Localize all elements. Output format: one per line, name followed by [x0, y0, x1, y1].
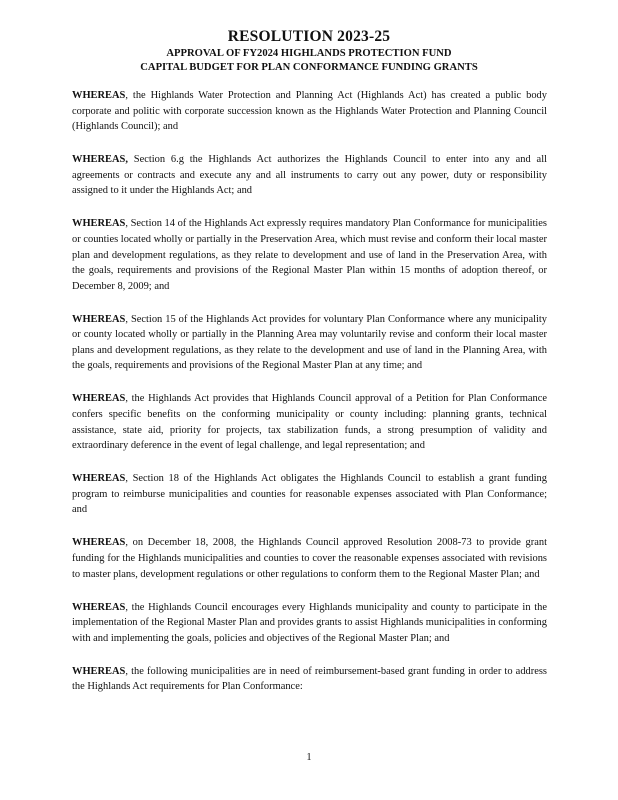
page-number: 1 [306, 752, 312, 763]
whereas-paragraph-8 [72, 600, 547, 647]
paragraph-text: , on December 18, 2008, the Highlands Council approved Resolution 2008-73 to provide grant funding for the Highlands municipalities and counties to cover the reasonable expenses associated with revisions to master plans, development regulations or other regulations to conform them to the Regional Master Plan; and [72, 537, 547, 580]
whereas-keyword: WHEREAS [72, 601, 126, 613]
whereas-keyword: WHEREAS [72, 473, 126, 485]
whereas-keyword: WHEREAS, [72, 154, 128, 166]
whereas-paragraph-7 [72, 535, 547, 582]
paragraph-text: , the following municipalities are in need of reimbursement-based grant funding in order to address the Highlands Act requirements for Plan Conformance: [72, 665, 547, 693]
resolution-body [72, 88, 547, 712]
paragraph-text: , the Highlands Water Protection and Planning Act (Highlands Act) has created a public body corporate and politic with corporate succession known as the Highlands Water Protection and Planning Council (Highlands Council); and [72, 90, 547, 133]
whereas-paragraph-6 [72, 471, 547, 518]
whereas-paragraph-1 [72, 88, 547, 135]
whereas-keyword: WHEREAS [72, 537, 126, 549]
paragraph-text: , Section 15 of the Highlands Act provides for voluntary Plan Conformance where any municipality or county located wholly or partially in the Planning Area may voluntarily revise and conform their local master plans and development regulations, as they relate to the development and use of land in the Planning Area, with the goals, requirements and provisions of the Regional Master Plan at any time; and [72, 313, 547, 372]
whereas-paragraph-4 [72, 312, 547, 374]
whereas-paragraph-9 [72, 664, 547, 695]
whereas-keyword: WHEREAS [72, 218, 126, 230]
resolution-subtitle-line-1: APPROVAL OF FY2024 HIGHLANDS PROTECTION FUND [166, 48, 452, 59]
whereas-keyword: WHEREAS [72, 90, 126, 101]
whereas-paragraph-5 [72, 391, 547, 453]
paragraph-text: , Section 18 of the Highlands Act obligates the Highlands Council to establish a grant funding program to reimburse municipalities and counties for reasonable expenses associated with Plan Conformance; and [72, 473, 547, 516]
whereas-paragraph-3 [72, 216, 547, 294]
paragraph-text: , Section 14 of the Highlands Act expressly requires mandatory Plan Conformance for municipalities or counties located wholly or partially in the Preservation Area, which must revise and conform their local master plan and development regulations, as they relate to development and use of land in the Preservation Area, with the goals, requirements and provisions of the Regional Master Plan within 15 months of adoption thereof, or December 8, 2009; and [72, 218, 547, 292]
resolution-title: RESOLUTION 2023-25 [227, 28, 391, 45]
paragraph-text: , the Highlands Act provides that Highlands Council approval of a Petition for Plan Conformance confers specific benefits on the conforming municipality or county including: planning grants, technical assistance, state aid, priority for projects, tax stabilization funds, a strong presumption of validity and extraordinary deference in the event of legal challenge, and legal representation; and [72, 393, 547, 452]
paragraph-text: , the Highlands Council encourages every Highlands municipality and county to participate in the implementation of the Regional Master Plan and provides grants to assist Highlands municipalities in conforming with and implementing the goals, policies and objectives of the Regional Master Plan; and [72, 601, 547, 644]
whereas-keyword: WHEREAS [72, 393, 126, 405]
paragraph-text: Section 6.g the Highlands Act authorizes the Highlands Council to enter into any and all agreements or contracts and execute any and all instruments to carry out any power, duty or responsibility assigned to it under the Highlands Act; and [72, 154, 547, 197]
resolution-subtitle-line-2: CAPITAL BUDGET FOR PLAN CONFORMANCE FUNDING GRANTS [140, 62, 478, 73]
whereas-keyword: WHEREAS [72, 313, 126, 325]
whereas-keyword: WHEREAS [72, 665, 126, 677]
whereas-paragraph-2 [72, 152, 547, 199]
